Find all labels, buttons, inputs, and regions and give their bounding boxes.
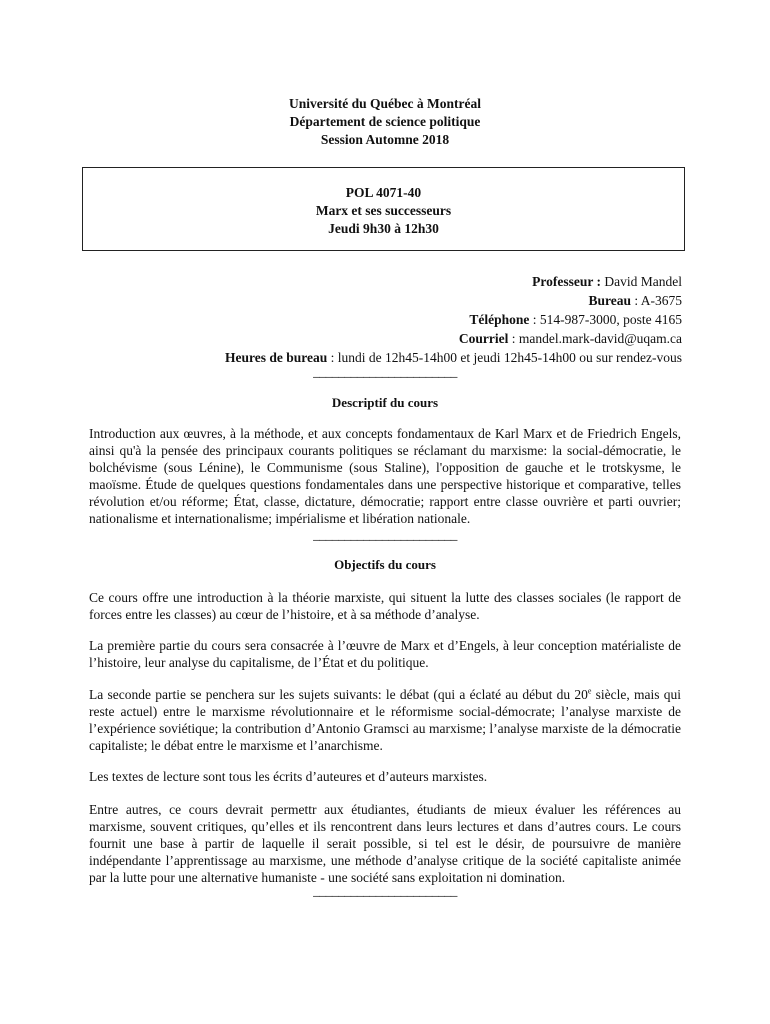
- email-label: Courriel: [458, 331, 509, 346]
- office-hours-value: : lundi de 12h45-14h00 et jeudi 12h45-14h00 ou sur rendez-vous: [327, 350, 682, 365]
- descriptif-title: Descriptif du cours: [331, 395, 439, 410]
- institution-header: [0, 95, 770, 149]
- objectifs-paragraph-2: La première partie du cours sera consacrée à l’œuvre de Marx et d’Engels, à leur conception matérialiste de l’histoire, leur analyse du capitalisme, de l’État et du politique.: [89, 638, 681, 670]
- descriptif-text: Introduction aux œuvres, à la méthode, et aux concepts fondamentaux de Karl Marx et de Friedrich Engels, ainsi qu'à la pensée des principaux courants politiques se réclamant du marxisme: la social-démocratie, le bolchévisme (sous Lénine), le Communisme (sous Staline), l'opposition de gauche et le trotskysme, le maoïsme. Étude de quelques questions fondamentales dans une perspective historique et comparative, telles révolution et/ou réforme; État, classe, dictature, démocratie; rapport entre classe ouvrière et parti ouvrier; nationalisme et internationalisme; impérialisme et libération nationale.: [89, 426, 681, 526]
- objectifs-paragraph-4: Les textes de lecture sont tous les écrits d’auteures et d’auteurs marxistes.: [89, 769, 488, 784]
- objectifs-paragraph-1: Ce cours offre une introduction à la théorie marxiste, qui situent la lutte des classes sociales (le rapport de forces entre les classes) au cœur de l’histoire, et à sa méthode d’analyse.: [89, 590, 681, 622]
- office-label: Bureau: [588, 293, 631, 308]
- professor-value: David Mandel: [601, 274, 682, 289]
- p3-superscript: e: [587, 686, 592, 696]
- university-name: Université du Québec à Montréal: [289, 96, 481, 111]
- course-title: Marx et ses successeurs: [315, 203, 452, 218]
- office-hours-label: Heures de bureau: [225, 350, 328, 365]
- session-name: Session Automne 2018: [320, 132, 450, 147]
- department-name: Département de science politique: [289, 114, 481, 129]
- contact-block: [225, 272, 682, 367]
- office-value: : A-3675: [630, 293, 682, 308]
- phone-line: [225, 310, 682, 329]
- objectifs-paragraph-5: Entre autres, ce cours devrait permettr aux étudiantes, étudiants de mieux évaluer les références au marxisme, souvent critiques, qu’elles et ils rencontrent dans leurs lectures et dans d’autres cours. Le cours fournit une base à partir de laquelle il serait possible, si tel est le désir, de poursuivre de manière indépendante l’apprentissage au marxisme, une méthode d’analyse critique de la société capitaliste animée par la lutte pour une alternative humaniste - une société sans exploitation ni domination.: [89, 802, 681, 885]
- course-code: POL 4071-40: [345, 185, 422, 200]
- course-info-box: [82, 167, 685, 251]
- course-schedule: Jeudi 9h30 à 12h30: [328, 221, 439, 236]
- p3-text-before: La seconde partie se penchera sur les sujets suivants: le débat (qui a éclaté au début du 20: [89, 687, 588, 702]
- office-line: [225, 291, 682, 310]
- professor-label: Professeur :: [532, 274, 602, 289]
- separator-line: _______________________: [313, 364, 457, 379]
- email-value: : mandel.mark-david@uqam.ca: [508, 331, 682, 346]
- email-line: [225, 329, 682, 348]
- separator-line: _______________________: [313, 883, 457, 898]
- professor-line: [225, 272, 682, 291]
- phone-value: : 514-987-3000, poste 4165: [529, 312, 682, 327]
- objectifs-paragraph-3: [89, 686, 681, 754]
- objectifs-title: Objectifs du cours: [334, 557, 436, 572]
- separator-line: _______________________: [313, 527, 457, 542]
- phone-label: Téléphone: [469, 312, 530, 327]
- p3-text-after: siècle, mais qui reste actuel) entre le marxisme révolutionnaire et le réformisme social-démocrate; l’analyse marxiste de l’expérience soviétique; la contribution d’Antonio Gramsci au marxisme; l’analyse marxiste de la démocratie capitaliste; le débat entre le marxisme et l’anarchisme.: [89, 687, 681, 753]
